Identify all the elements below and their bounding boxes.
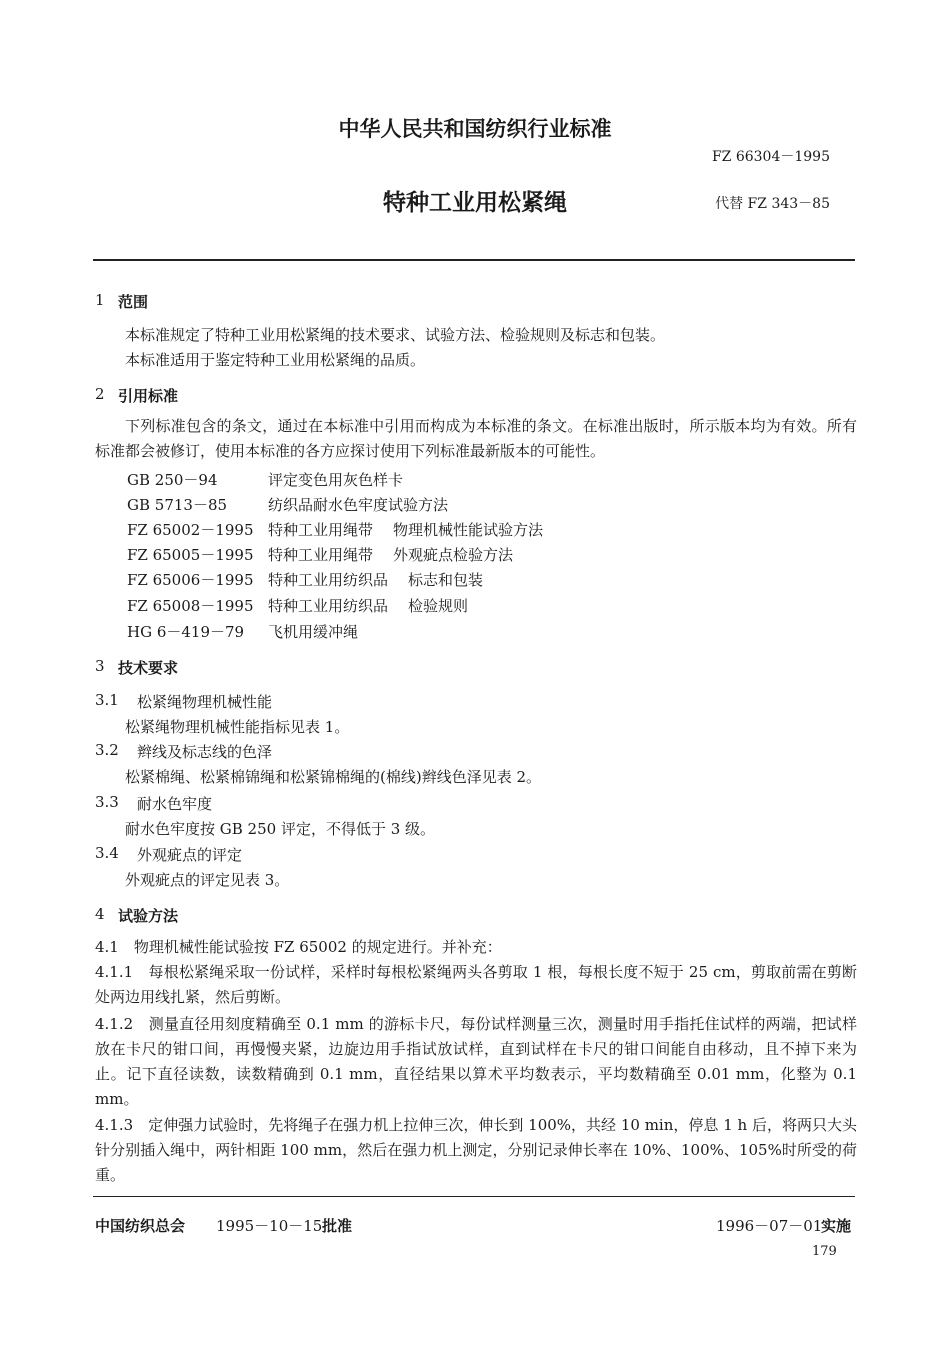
ref-name-part: 特种工业用纺织品: [268, 571, 389, 589]
section-1-number: 1: [95, 291, 105, 309]
subsection-number: 3.4: [95, 844, 119, 862]
ref-name-part: 外观疵点检验方法: [393, 546, 514, 564]
subsection-title: 辫线及标志线的色泽: [137, 743, 273, 761]
subsection-title: 松紧绳物理机械性能: [137, 693, 273, 711]
subsection-number: 3.3: [95, 793, 119, 811]
clause-4-1-2: 4.1.2 测量直径用刻度精确至 0.1 mm 的游标卡尺，每份试样测量三次，测量时用手指托住试样的两端，把试样放在卡尺的钳口间，再慢慢夹紧，边旋边用手指试放试样，直到试样在卡尺的钳口间能自由移动，且不掉下来为止。记下直径读数，读数精确到 0.1 mm，直径结果以算术平均数表示，平均数精确至 0.01 mm，化整为 0.1 mm。: [95, 1015, 857, 1108]
ref-name: [268, 595, 468, 616]
ref-name: [268, 519, 543, 540]
ref-code: GB 5713－85: [127, 496, 228, 514]
subsection-text: 松紧棉绳、松紧棉锦绳和松紧锦棉绳的(棉线)辫线色泽见表 2。: [125, 768, 542, 786]
ref-code: FZ 65008－1995: [127, 597, 254, 615]
subsection-number: 3.1: [95, 691, 119, 709]
ref-code: GB 250－94: [127, 471, 218, 489]
section-4-number: 4: [95, 905, 105, 923]
ref-name-part: 特种工业用纺织品: [268, 597, 389, 615]
ref-name: [268, 544, 513, 565]
implementation-date: 1996－07－01: [716, 1217, 823, 1235]
section-2-number: 2: [95, 385, 105, 403]
section-2-title: 引用标准: [118, 387, 179, 405]
ref-name-part: 物理机械性能试验方法: [393, 521, 544, 539]
section-1-title: 范围: [118, 293, 149, 311]
subsection-title: 外观疵点的评定: [137, 846, 243, 864]
ref-name: 纺织品耐水色牢度试验方法: [268, 496, 449, 514]
clause-4-1-3: 4.1.3 定伸强力试验时，先将绳子在强力机上拉伸三次，伸长到 100%，共经 10 min，停息 1 h 后，将两只大头针分别插入绳中，两针相距 100 mm，然后在强力机上测定，分别记录伸长率在 10%、100%、105%时所受的荷重。: [95, 1116, 857, 1184]
approval-date: 1995－10－15: [216, 1217, 323, 1235]
implementation-label: 实施: [821, 1217, 852, 1235]
ref-code: FZ 65002－1995: [127, 521, 254, 539]
ref-name-part: 标志和包装: [408, 571, 484, 589]
ref-name-part: 特种工业用绳带: [268, 521, 374, 539]
section-4-title: 试验方法: [118, 907, 179, 925]
section-2-intro: 下列标准包含的条文，通过在本标准中引用而构成为本标准的条文。在标准出版时，所示版本均为有效。所有标准都会被修订，使用本标准的各方应探讨使用下列标准最新版本的可能性。: [95, 417, 857, 460]
subsection-title: 耐水色牢度: [137, 795, 213, 813]
page-number: 179: [812, 1244, 837, 1259]
subsection-text: 外观疵点的评定见表 3。: [125, 871, 290, 889]
document-title: 特种工业用松紧绳: [383, 190, 567, 216]
replaces-standard: 代替 FZ 343－85: [715, 196, 830, 212]
section-1-para: 本标准规定了特种工业用松紧绳的技术要求、试验方法、检验规则及标志和包装。: [125, 326, 666, 344]
ref-name-part: 特种工业用绳带: [268, 546, 374, 564]
subsection-text: 耐水色牢度按 GB 250 评定，不得低于 3 级。: [125, 820, 436, 838]
ref-code: HG 6－419－79: [127, 623, 245, 641]
ref-name-part: 检验规则: [408, 597, 469, 615]
ref-name: [268, 569, 483, 590]
clause-4-1-1: 4.1.1 每根松紧绳采取一份试样，采样时每根松紧绳两头各剪取 1 根，每根长度不短于 25 cm，剪取前需在剪断处两边用线扎紧，然后剪断。: [95, 963, 857, 1006]
subsection-number: 3.2: [95, 741, 119, 759]
section-3-title: 技术要求: [118, 659, 179, 677]
standard-series-title: 中华人民共和国纺织行业标准: [338, 117, 612, 141]
approval-label: 批准: [322, 1217, 353, 1235]
footer-divider: [93, 1196, 855, 1197]
ref-name: 评定变色用灰色样卡: [268, 471, 404, 489]
subsection-text: 松紧绳物理机械性能指标见表 1。: [125, 718, 350, 736]
ref-code: FZ 65005－1995: [127, 546, 254, 564]
ref-code: FZ 65006－1995: [127, 571, 254, 589]
header-divider: [93, 259, 855, 261]
clause-4-1: 4.1 物理机械性能试验按 FZ 65002 的规定进行。并补充：: [95, 938, 502, 956]
section-3-number: 3: [95, 657, 105, 675]
section-1-para: 本标准适用于鉴定特种工业用松紧绳的品质。: [125, 351, 426, 369]
issuing-organization: 中国纺织总会: [95, 1217, 186, 1235]
standard-code: FZ 66304－1995: [711, 149, 830, 165]
ref-name: 飞机用缓冲绳: [268, 623, 359, 641]
